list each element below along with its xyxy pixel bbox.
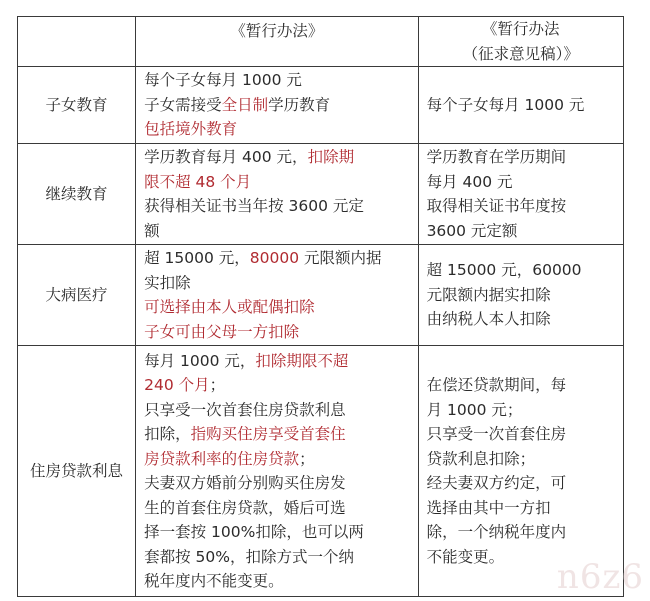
text-segment: 取得相关证书年度按 bbox=[426, 197, 567, 215]
header-interim-measures: 《暂行办法》 bbox=[136, 17, 418, 67]
text-segment: 额 bbox=[144, 221, 160, 240]
table-row bbox=[18, 245, 624, 346]
draft-cell bbox=[418, 144, 623, 245]
text-segment: 学历教育在学历期间 bbox=[426, 148, 567, 166]
text-segment: 元限额内据实扣除 bbox=[426, 285, 551, 304]
text-segment: 经夫妻双方约定，可 bbox=[426, 474, 567, 492]
text-line bbox=[427, 471, 615, 496]
text-segment: 子女需接受 bbox=[144, 95, 222, 114]
text-segment: ； bbox=[209, 376, 226, 394]
text-segment: 夫妻双方婚前分别购买住房发 bbox=[144, 474, 346, 492]
text-line bbox=[144, 398, 409, 423]
text-segment: 每月 400 元 bbox=[426, 172, 513, 191]
text-segment: 扣除， bbox=[144, 425, 191, 443]
text-segment: 由纳税人本人扣除 bbox=[426, 310, 551, 329]
highlighted-text: 可选择由本人或配偶扣除 bbox=[144, 298, 315, 316]
text-line bbox=[427, 93, 615, 118]
text-line bbox=[144, 422, 409, 447]
text-line bbox=[427, 520, 615, 545]
text-segment: 元限额内据 bbox=[299, 249, 382, 267]
table-row bbox=[18, 67, 624, 144]
text-line bbox=[144, 93, 409, 118]
text-segment: 择一套按 100%扣除，也可以两 bbox=[144, 523, 364, 541]
text-line bbox=[144, 271, 409, 296]
text-segment: 套都按 50%，扣除方式一个纳 bbox=[144, 547, 354, 566]
highlighted-text: 全日制 bbox=[221, 95, 269, 114]
text-line bbox=[144, 68, 409, 93]
text-segment: 每月 1000 元， bbox=[144, 351, 256, 370]
interim-cell bbox=[136, 67, 418, 144]
text-segment: 获得相关证书当年按 3600 元定 bbox=[144, 197, 364, 215]
highlighted-text: 子女可由父母一方扣除 bbox=[144, 322, 300, 341]
text-line bbox=[144, 520, 409, 545]
header-draft-line-1: 《暂行办法 bbox=[482, 20, 560, 38]
interim-cell bbox=[136, 346, 418, 597]
text-line bbox=[144, 545, 409, 570]
text-segment: 选择由其中一方扣 bbox=[426, 498, 551, 517]
text-line bbox=[144, 246, 409, 271]
text-line bbox=[427, 422, 615, 447]
text-line bbox=[427, 194, 615, 219]
text-segment: 超 15000 元，60000 bbox=[426, 261, 582, 280]
text-line bbox=[427, 170, 615, 195]
text-segment: 在偿还贷款期间，每 bbox=[426, 376, 567, 394]
text-line bbox=[144, 349, 409, 374]
draft-cell bbox=[418, 67, 623, 144]
text-segment: 只享受一次首套住房 bbox=[426, 425, 567, 443]
text-segment: 生的首套住房贷款，婚后可选 bbox=[144, 498, 346, 517]
text-segment: 每个子女每月 1000 元 bbox=[144, 71, 302, 90]
highlighted-text: 指购买住房享受首套住 bbox=[190, 425, 346, 443]
text-segment: 税年度内不能变更。 bbox=[144, 572, 284, 590]
text-segment: 贷款利息扣除； bbox=[426, 449, 536, 468]
category-cell: 子女教育 bbox=[18, 67, 136, 144]
header-draft-line-2: （征求意见稿）》 bbox=[462, 44, 579, 63]
deduction-comparison-table bbox=[17, 16, 624, 597]
text-line bbox=[144, 117, 409, 142]
text-line bbox=[427, 447, 615, 472]
text-segment: 月 1000 元； bbox=[426, 400, 523, 419]
text-line bbox=[144, 219, 409, 244]
text-line bbox=[427, 398, 615, 423]
text-segment: 不能变更。 bbox=[426, 547, 505, 566]
text-line bbox=[427, 496, 615, 521]
interim-cell bbox=[136, 245, 418, 346]
text-line bbox=[144, 194, 409, 219]
text-line bbox=[427, 145, 615, 170]
category-cell: 继续教育 bbox=[18, 144, 136, 245]
text-line bbox=[144, 569, 409, 594]
text-line bbox=[144, 170, 409, 195]
text-segment: 3600 元定额 bbox=[426, 221, 518, 240]
highlighted-text: 80000 bbox=[249, 249, 300, 267]
table-row bbox=[18, 346, 624, 597]
text-line bbox=[427, 219, 615, 244]
highlighted-text: 扣除期 bbox=[307, 148, 355, 166]
category-cell: 住房贷款利息 bbox=[18, 346, 136, 597]
highlighted-text: 限不超 48 个月 bbox=[144, 172, 252, 191]
draft-cell bbox=[418, 245, 623, 346]
text-line bbox=[144, 373, 409, 398]
text-line bbox=[427, 373, 615, 398]
table-header-row bbox=[18, 17, 624, 67]
text-segment: 只享受一次首套住房贷款利息 bbox=[144, 400, 346, 419]
text-line bbox=[427, 258, 615, 283]
text-segment: 实扣除 bbox=[144, 273, 191, 292]
text-segment: 学历教育每月 400 元， bbox=[144, 148, 308, 166]
table-row bbox=[18, 144, 624, 245]
text-segment: ； bbox=[299, 449, 315, 468]
watermark: n6z6 bbox=[556, 557, 644, 597]
interim-cell bbox=[136, 144, 418, 245]
text-segment: 除，一个纳税年度内 bbox=[426, 523, 567, 541]
text-line bbox=[427, 307, 615, 332]
text-segment: 超 15000 元， bbox=[144, 249, 250, 267]
text-segment: 学历教育 bbox=[268, 95, 331, 114]
text-line bbox=[144, 145, 409, 170]
text-line bbox=[144, 496, 409, 521]
header-draft-measures bbox=[418, 17, 623, 67]
header-empty-cell bbox=[18, 17, 136, 67]
highlighted-text: 房贷款利率的住房贷款 bbox=[144, 449, 300, 468]
text-line bbox=[427, 283, 615, 308]
text-line bbox=[144, 471, 409, 496]
highlighted-text: 扣除期限不超 bbox=[255, 351, 349, 370]
text-line bbox=[144, 320, 409, 345]
text-segment: 每个子女每月 1000 元 bbox=[426, 95, 585, 114]
text-line bbox=[144, 447, 409, 472]
highlighted-text: 包括境外教育 bbox=[144, 120, 238, 139]
category-cell: 大病医疗 bbox=[18, 245, 136, 346]
highlighted-text: 240 个月 bbox=[144, 376, 210, 394]
text-line bbox=[144, 295, 409, 320]
